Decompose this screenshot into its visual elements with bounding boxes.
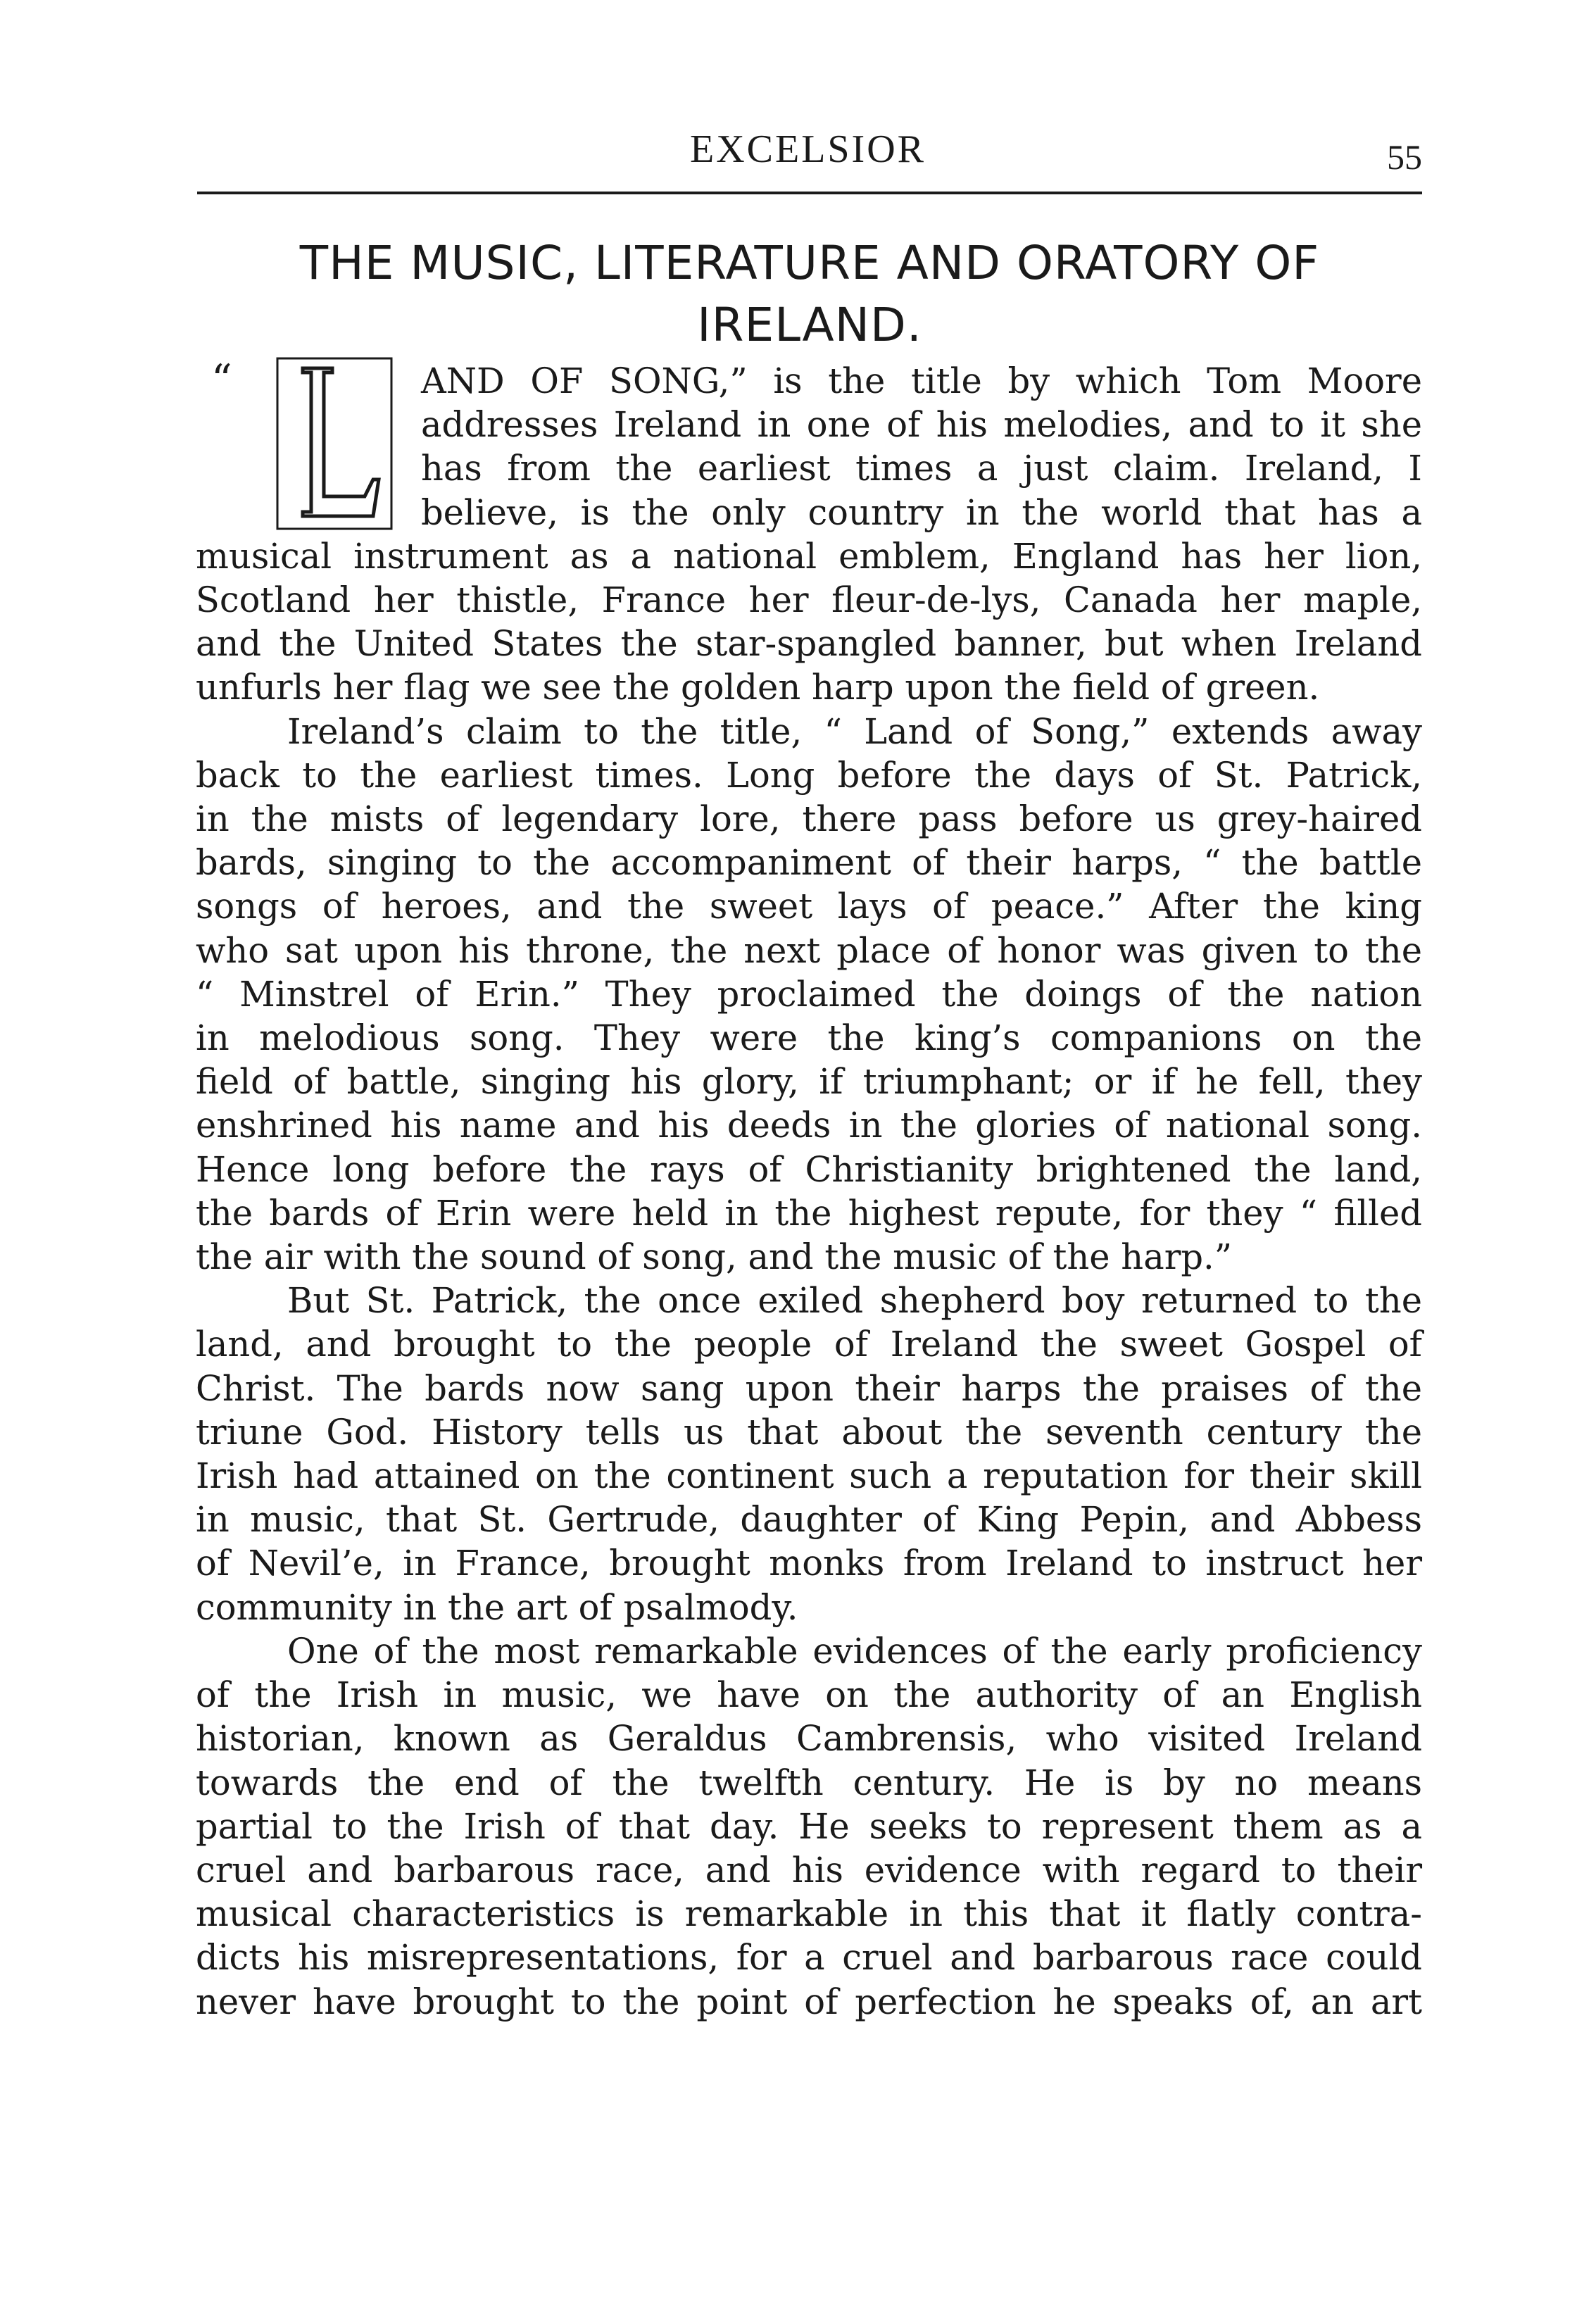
text-line: of the Irish in music, we have on the authority of an English <box>196 1674 1422 1716</box>
text-line: cruel and barbarous race, and his evidence with regard to their <box>196 1849 1422 1891</box>
text-line: dicts his misrepresentations, for a cruel and barbarous race could <box>196 1937 1422 1979</box>
text-line: the air with the sound of song, and the music of the harp.” <box>196 1236 1233 1278</box>
text-line: Ireland’s claim to the title, “ Land of Song,” extends away <box>287 710 1422 752</box>
text-line: community in the art of psalmody. <box>196 1586 798 1628</box>
text-line: triune God. History tells us that about the seventh century the <box>196 1411 1422 1453</box>
paragraph-4 <box>196 1629 1422 2024</box>
text-line: the bards of Erin were held in the highest repute, for they “ filled <box>196 1192 1422 1234</box>
lead-line: AND OF SONG,” is the title by which Tom Moore <box>421 361 1422 401</box>
text-line: Christ. The bards now sang upon their harps the praises of the <box>196 1367 1422 1409</box>
article-title <box>197 232 1422 356</box>
text-line: land, and brought to the people of Ireland the sweet Gospel of <box>196 1324 1422 1365</box>
lead-line: has from the earliest times a just claim. Ireland, I <box>421 448 1422 489</box>
text-line: field of battle, singing his glory, if triumphant; or if he fell, they <box>196 1061 1422 1103</box>
text-line: One of the most remarkable evidences of the early proficiency <box>287 1630 1422 1672</box>
text-line: But St. Patrick, the once exiled shepherd boy returned to the <box>287 1280 1422 1322</box>
dropcap-open-quote: “ <box>211 356 232 403</box>
text-line: back to the earliest times. Long before the days of St. Patrick, <box>196 754 1422 796</box>
text-line: of Nevil’e, in France, brought monks from Ireland to instruct her <box>196 1543 1422 1584</box>
text-line: who sat upon his throne, the next place of honor was given to the <box>196 929 1422 971</box>
paragraph-2 <box>196 710 1422 1279</box>
running-head: EXCELSIOR <box>690 127 926 171</box>
text-line: towards the end of the twelfth century. He is by no means <box>196 1762 1422 1803</box>
text-line: musical instrument as a national emblem, England has her lion, <box>196 535 1422 577</box>
text-line: bards, singing to the accompaniment of their harps, “ the battle <box>196 842 1422 884</box>
page-number: 55 <box>1387 137 1422 177</box>
article-title-line-1: THE MUSIC, LITERATURE AND ORATORY OF <box>299 236 1320 290</box>
article-title-line-2: IRELAND. <box>697 298 922 352</box>
lead-line: addresses Ireland in one of his melodies, and to it she <box>421 404 1422 446</box>
article-body <box>196 356 1422 2024</box>
text-line: Hence long before the rays of Christianity brightened the land, <box>196 1148 1422 1190</box>
text-line: Scotland her thistle, France her fleur-de-lys, Canada her maple, <box>196 579 1422 621</box>
page-header <box>194 127 1422 190</box>
lead-line: believe, is the only country in the world that has a <box>421 491 1422 533</box>
text-line: in the mists of legendary lore, there pass before us grey-haired <box>196 798 1422 840</box>
text-line: enshrined his name and his deeds in the glories of national song. <box>196 1105 1422 1146</box>
text-line: never have brought to the point of perfection he speaks of, an art <box>196 1981 1422 2022</box>
text-line: unfurls her flag we see the golden harp upon the field of green. <box>196 667 1320 708</box>
text-line: and the United States the star-spangled banner, but when Ireland <box>196 623 1422 665</box>
text-line: musical characteristics is remarkable in this that it flatly contra- <box>196 1893 1422 1935</box>
text-line: in melodious song. They were the king’s companions on the <box>196 1017 1422 1059</box>
text-line: Irish had attained on the continent such a reputation for their skill <box>196 1455 1422 1497</box>
text-line: in music, that St. Gertrude, daughter of King Pepin, and Abbess <box>196 1499 1422 1541</box>
text-line: songs of heroes, and the sweet lays of peace.” After the king <box>196 886 1422 927</box>
paragraph-3 <box>196 1279 1422 1629</box>
text-line: partial to the Irish of that day. He seeks to represent them as a <box>196 1805 1422 1847</box>
text-line: historian, known as Geraldus Cambrensis, who visited Ireland <box>196 1718 1422 1760</box>
lead-paragraph-dropcap-lines <box>196 356 1422 534</box>
text-line: “ Minstrel of Erin.” They proclaimed the doings of the nation <box>196 973 1422 1015</box>
paragraph-1 <box>196 534 1422 710</box>
header-rule <box>197 192 1422 194</box>
